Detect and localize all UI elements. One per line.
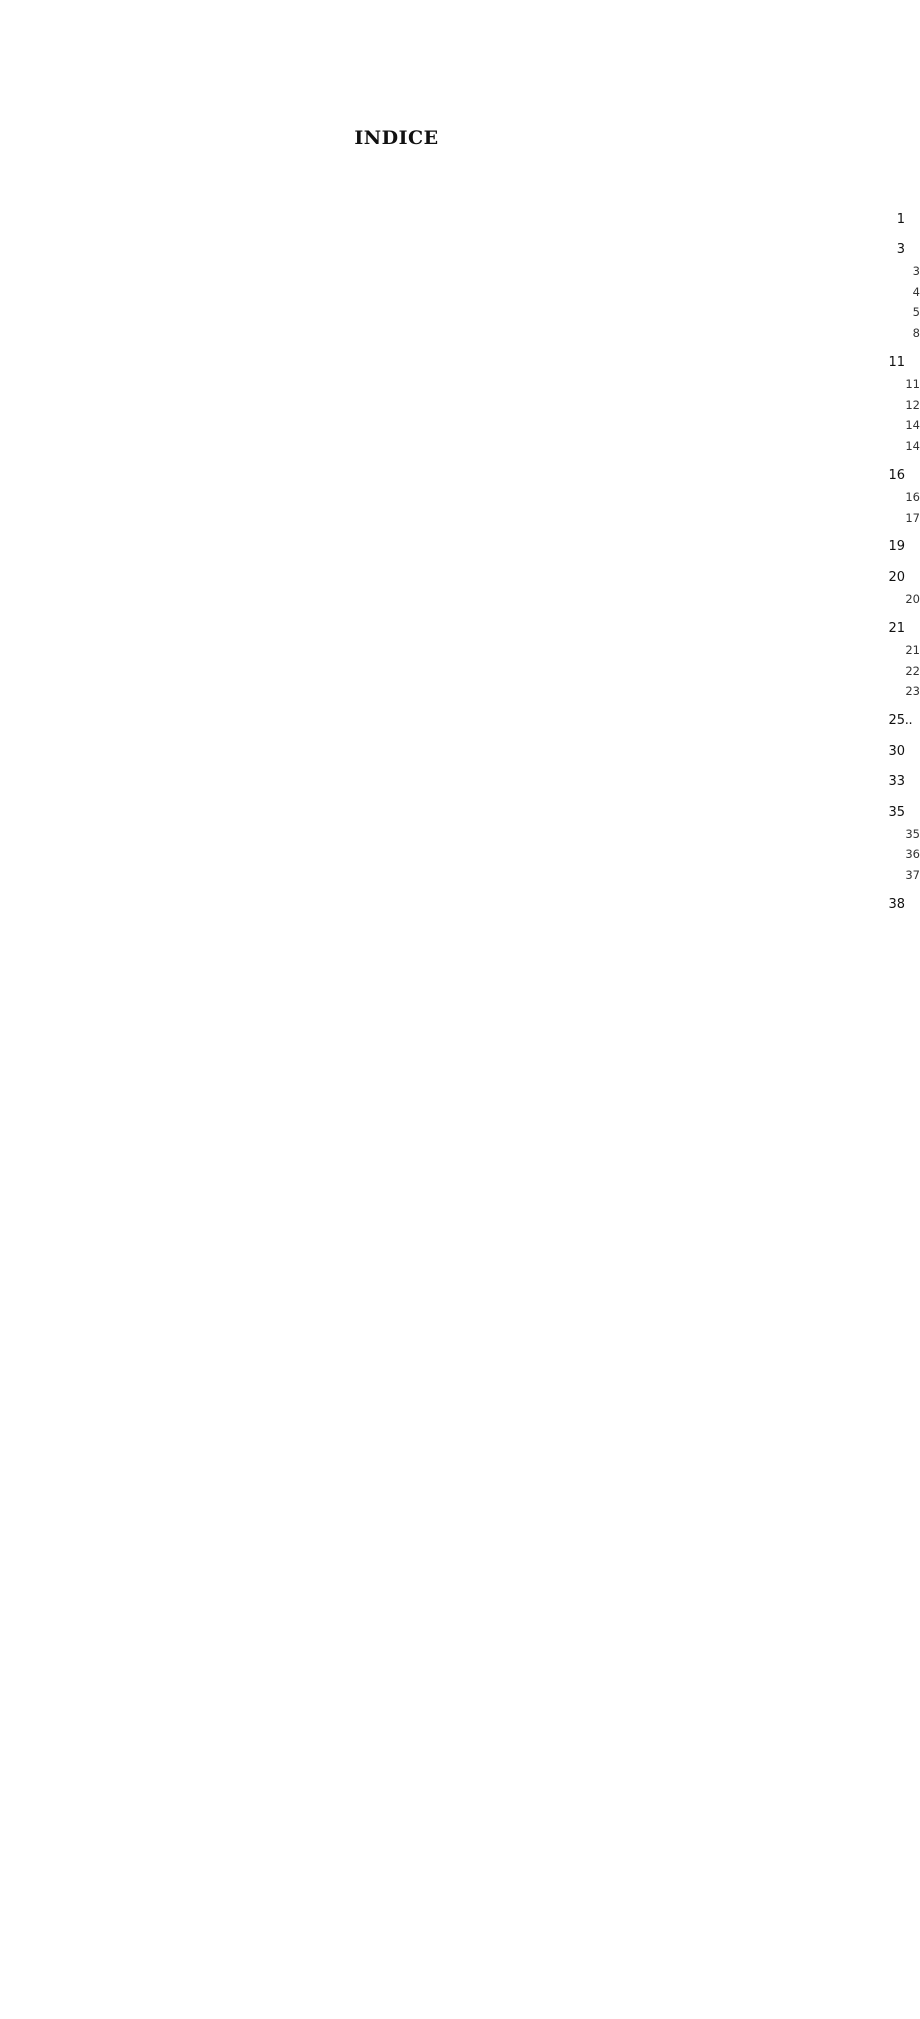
toc-page-number: 4 [127, 284, 920, 1407]
toc-page-number: 1 [112, 211, 905, 1334]
toc-page-number: 20 [127, 591, 920, 1714]
toc-page-number: 3 [127, 263, 920, 1386]
toc-page-number: 20 [112, 569, 905, 1692]
toc-entry[interactable] [127, 417, 920, 433]
toc-entry[interactable] [127, 397, 920, 413]
toc-entry[interactable] [127, 489, 920, 505]
toc-page-number: 5 [127, 304, 920, 1427]
toc-entry[interactable] [127, 867, 920, 883]
toc-entry[interactable] [127, 663, 920, 679]
toc-entry[interactable] [112, 620, 905, 638]
toc-page-number: 36 [127, 846, 920, 1969]
toc-entry[interactable] [112, 712, 905, 730]
toc-page-number: 21 [112, 620, 905, 1743]
toc-page-number: 21 [127, 642, 920, 1765]
page-title: INDICE [354, 127, 439, 149]
toc-entry[interactable] [127, 376, 920, 392]
toc-page-number: 16 [127, 489, 920, 1612]
toc-page-number: 35 [127, 826, 920, 1949]
toc-entry[interactable] [127, 826, 920, 842]
toc-page-number: 14 [127, 417, 920, 1540]
toc-entry[interactable] [127, 325, 920, 341]
toc-page-number: 22 [127, 663, 920, 1786]
toc-entry[interactable] [127, 683, 920, 699]
toc-entry[interactable] [112, 211, 905, 229]
toc-page-number: 19 [112, 538, 905, 1661]
toc-entry[interactable] [127, 284, 920, 300]
toc-entry[interactable] [127, 438, 920, 454]
toc-entry[interactable] [127, 510, 920, 526]
toc-entry[interactable] [112, 804, 905, 822]
toc-page-number: 17 [127, 510, 920, 1633]
toc-entry[interactable] [112, 241, 905, 259]
toc-page-number: 3 [112, 241, 905, 1364]
toc-entry[interactable] [127, 263, 920, 279]
toc-page-number: 33 [112, 773, 905, 1896]
toc-page-number: 25 [112, 712, 905, 1835]
toc-page-number: 30 [112, 743, 905, 1866]
toc-page-number: 11 [112, 354, 905, 1477]
toc-entry[interactable] [127, 304, 920, 320]
toc-entry[interactable] [112, 354, 905, 372]
toc-page-number: 8 [127, 325, 920, 1448]
toc-page-number: 11 [127, 376, 920, 1499]
toc-page-number: 12 [127, 397, 920, 1520]
toc-entry[interactable] [112, 743, 905, 761]
toc-entry[interactable] [112, 896, 905, 914]
toc-page-number: 16 [112, 467, 905, 1590]
toc-page-number: 37 [127, 867, 920, 1990]
toc-entry[interactable] [127, 591, 920, 607]
toc-page-number: 38 [112, 896, 905, 2019]
toc-entry[interactable] [112, 569, 905, 587]
toc-entry[interactable] [127, 642, 920, 658]
toc-page-number: 14 [127, 438, 920, 1561]
toc-entry[interactable] [112, 773, 905, 791]
toc-page-number: 23 [127, 683, 920, 1806]
toc-page-number: 35 [112, 804, 905, 1927]
toc-entry[interactable] [127, 846, 920, 862]
toc-entry[interactable] [112, 467, 905, 485]
toc-entry[interactable] [112, 538, 905, 556]
